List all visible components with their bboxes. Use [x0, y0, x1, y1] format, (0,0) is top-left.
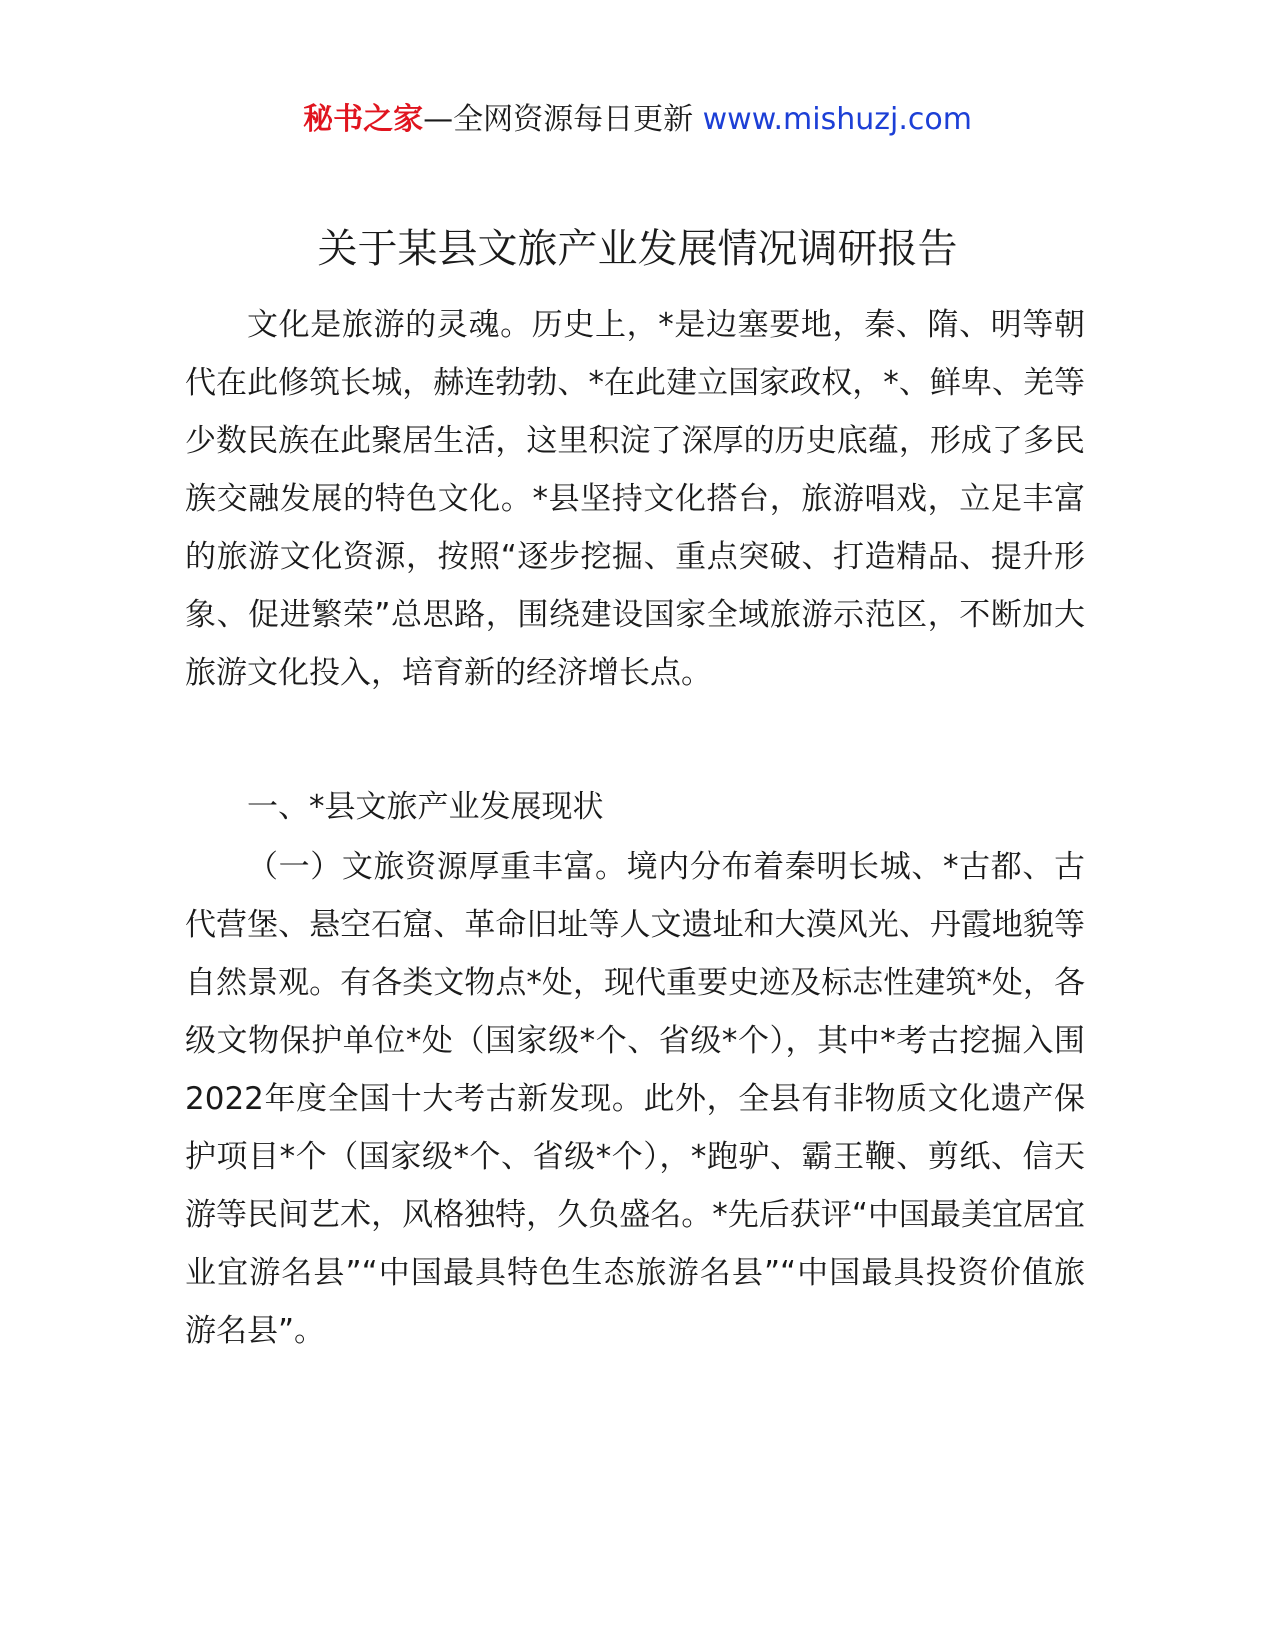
banner-url-link[interactable]: www.mishuzj.com: [702, 102, 972, 137]
section-heading: 一、*县文旅产业发展现状: [247, 789, 604, 825]
site-banner: [0, 100, 1275, 140]
banner-brand: 秘书之家: [303, 102, 424, 137]
intro-paragraph: 文化是旅游的灵魂。历史上，*是边塞要地，秦、隋、明等朝代在此修筑长城，赫连勃勃、*在此建立国家政权，*、鲜卑、羌等少数民族在此聚居生活，这里积淀了深厚的历史底蕴，形成了多民族交融发展的特色文化。*县坚持文化搭台，旅游唱戏，立足丰富的旅游文化资源，按照“逐步挖掘、重点突破、打造精品、提升形象、促进繁荣”总思路，围绕建设国家全域旅游示范区，不断加大旅游文化投入，培育新的经济增长点。: [185, 307, 1085, 691]
subsection-paragraph: （一）文旅资源厚重丰富。境内分布着秦明长城、*古都、古代营堡、悬空石窟、革命旧址等人文遗址和大漠风光、丹霞地貌等自然景观。有各类文物点*处，现代重要史迹及标志性建筑*处，各级文物保护单位*处（国家级*个、省级*个），其中*考古挖掘入围2022年度全国十大考古新发现。此外，全县有非物质文化遗产保护项目*个（国家级*个、省级*个），*跑驴、霸王鞭、剪纸、信天游等民间艺术，风格独特，久负盛名。*先后获评“中国最美宜居宜业宜游名县”“中国最具特色生态旅游名县”“中国最具投资价值旅游名县”。: [185, 849, 1085, 1349]
banner-tagline: —全网资源每日更新: [423, 102, 703, 137]
document-title: 关于某县文旅产业发展情况调研报告: [317, 226, 958, 272]
